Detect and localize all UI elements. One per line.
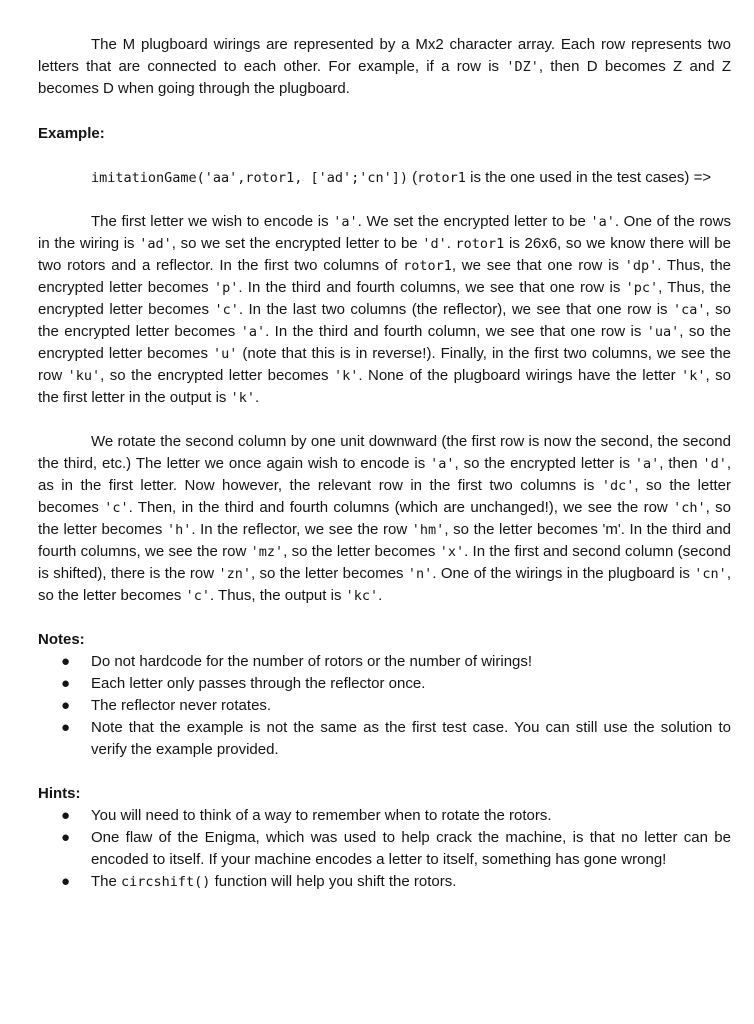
intro-text: , then D becomes Z and Z becomes D when going through the plugboard. — [38, 58, 731, 97]
bullet-icon: ● — [61, 873, 71, 890]
list-item: ● The circshift() function will help you shift the rotors. — [38, 871, 731, 893]
inline-code: rotor1 — [417, 170, 466, 186]
inline-code: circshift() — [121, 874, 211, 890]
first-letter-paragraph: The first letter we wish to encode is 'a'. We set the encrypted letter to be 'a'. One of the rows in the wiring is 'ad', so we set the encrypted letter to be 'd'. rotor1 is 26x6, so we know there will be two rotors and a reflector. In the first two columns of rotor1, we see that one row is 'dp'. Thus, the encrypted letter becomes 'p'. In the third and fourth columns, we see that one row is 'pc', Thus, the encrypted letter becomes 'c'. In the last two columns (the reflector), we see that one row is 'ca', so the encrypted letter becomes 'a'. In the third and fourth column, we see that one row is 'ua', so the encrypted letter becomes 'u' (note that this is in reverse!). Finally, in the first two columns, we see the row 'ku', so the encrypted letter becomes 'k'. None of the plugboard wirings have the letter 'k', so the first letter in the output is 'k'. — [38, 213, 732, 406]
example-heading: Example: — [38, 125, 105, 142]
inline-code: 'DZ' — [506, 59, 539, 75]
bullet-icon: ● — [61, 829, 71, 846]
notes-list — [38, 651, 731, 761]
bullet-icon: ● — [61, 719, 71, 736]
bullet-icon: ● — [61, 697, 71, 714]
hints-heading: Hints: — [38, 785, 81, 802]
list-item: ● Each letter only passes through the reflector once. — [38, 673, 731, 695]
second-letter-paragraph: We rotate the second column by one unit downward (the first row is now the second, the second the third, etc.) The letter we once again wish to encode is 'a', so the encrypted letter is 'a', then 'd', as in the first letter. Now however, the relevant row in the first two columns is 'dc', so the letter becomes 'c'. Then, in the third and fourth columns (which are unchanged!), we see the row 'ch', so the letter becomes 'h'. In the reflector, we see the row 'hm', so the letter becomes 'm'. In the third and fourth columns, we see the row 'mz', so the letter becomes 'x'. In the first and second column (second is shifted), there is the row 'zn', so the letter becomes 'n'. One of the wirings in the plugboard is 'cn', so the letter becomes 'c'. Thus, the output is 'kc'. — [38, 433, 732, 604]
example-call-paragraph: imitationGame('aa',rotor1, ['ad';'cn']) (rotor1 is the one used in the test cases) => — [91, 169, 712, 186]
list-item: ● The reflector never rotates. — [38, 695, 731, 717]
list-item: ● Do not hardcode for the number of rotors or the number of wirings! — [38, 651, 731, 673]
bullet-icon: ● — [61, 653, 71, 670]
intro-text: The M plugboard wirings are represented by a Mx2 character array. Each row represents two letters that are connected to each other. For example, if a row is — [38, 36, 731, 75]
bullet-icon: ● — [61, 675, 71, 692]
bullet-icon: ● — [61, 807, 71, 824]
list-item: ● You will need to think of a way to remember when to rotate the rotors. — [38, 805, 731, 827]
list-item: ● One flaw of the Enigma, which was used to help crack the machine, is that no letter can be encoded to itself. If your machine encodes a letter to itself, something has gone wrong! — [61, 829, 731, 868]
hints-list — [38, 805, 731, 893]
document-page — [38, 34, 731, 893]
list-item: ● Note that the example is not the same as the first test case. You can still use the solution to verify the example provided. — [61, 719, 731, 758]
intro-paragraph — [38, 34, 731, 100]
notes-heading: Notes: — [38, 631, 85, 648]
example-call-code: imitationGame('aa',rotor1, ['ad';'cn']) — [91, 170, 408, 186]
